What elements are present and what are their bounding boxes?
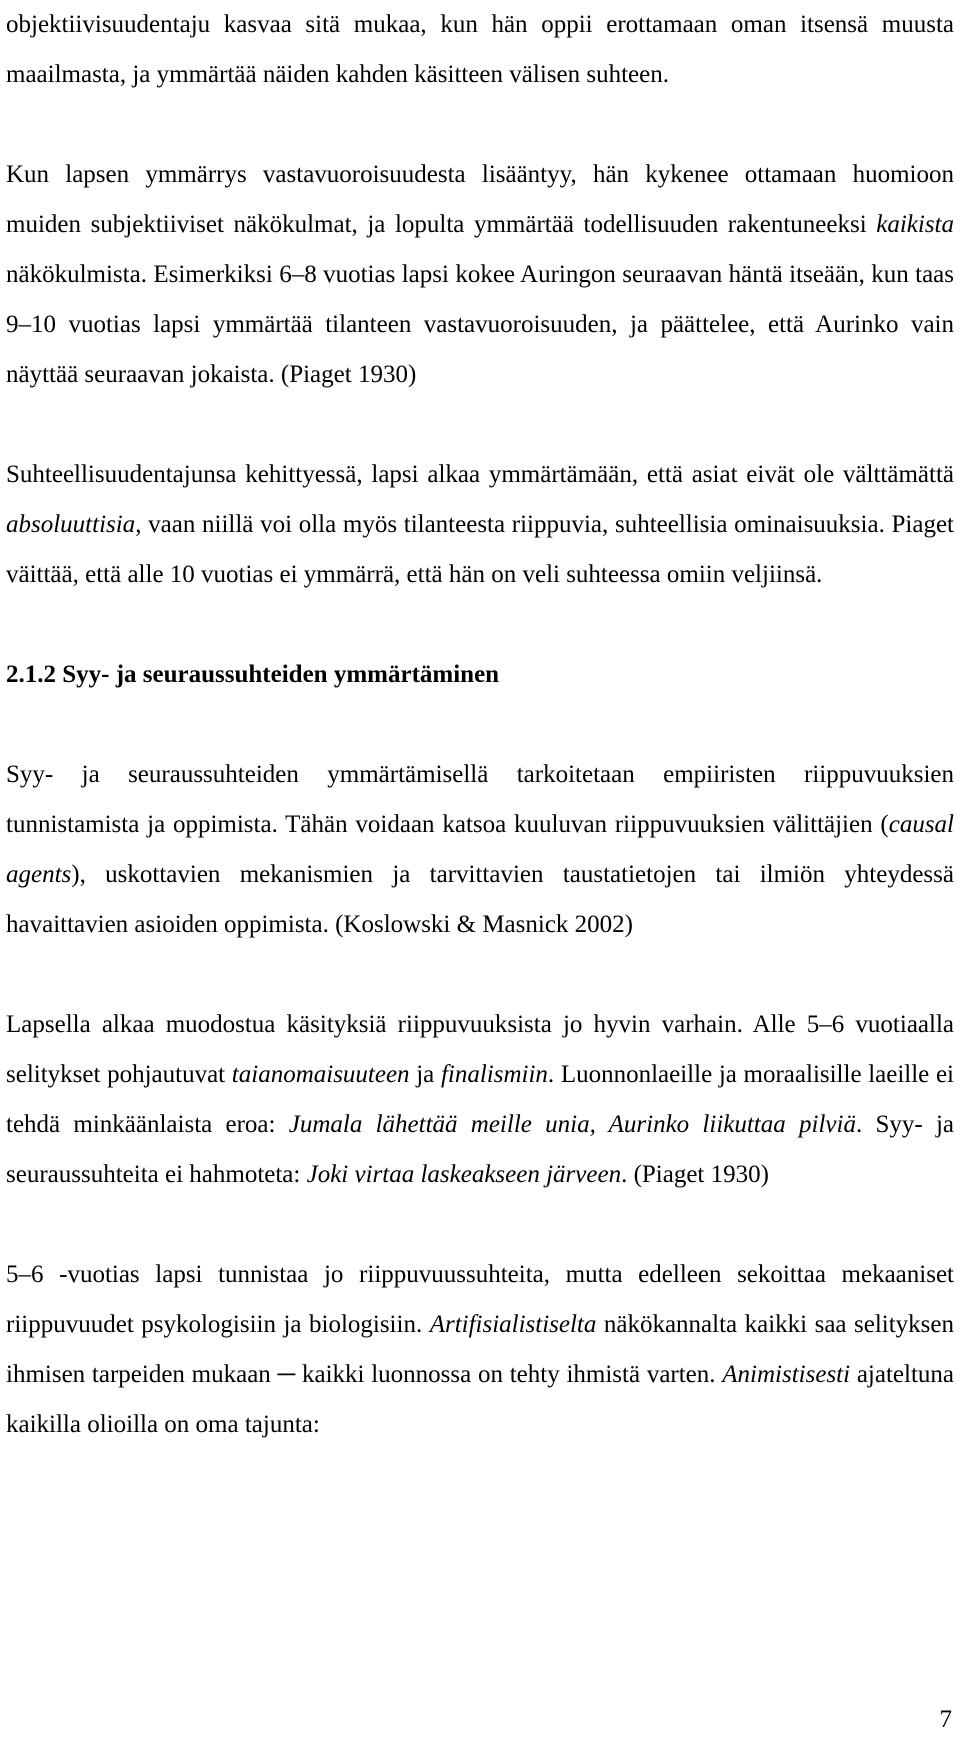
paragraph-5 bbox=[6, 1000, 954, 1200]
page-number: 7 bbox=[939, 1706, 952, 1733]
italic-text: finalismiin bbox=[440, 1061, 548, 1088]
document-page bbox=[6, 0, 954, 1450]
text-run: näkökulmista. Esimerkiksi 6–8 vuotias lapsi kokee Auringon seuraavan häntä itseään, kun taas 9–10 vuotias lapsi ymmärtää tilanteen vastavuoroisuuden, ja päättelee, että Aurinko vain näyttää seuraavan jokaista. (Piaget 1930) bbox=[6, 261, 954, 388]
italic-text: Jumala lähettää meille unia, Aurinko liikuttaa pilviä bbox=[288, 1111, 856, 1138]
section-heading: 2.1.2 Syy- ja seuraussuhteiden ymmärtäminen bbox=[6, 661, 500, 688]
text-run: ), uskottavien mekanismien ja tarvittavien taustatietojen tai ilmiön yhteydessä havaittavien asioiden oppimista. (Koslowski & Masnick 2002) bbox=[6, 861, 954, 938]
text-run: . Luonnonlaeille ja moraalisille laeille ei tehdä minkäänlaista eroa: bbox=[6, 1061, 954, 1138]
paragraph-1 bbox=[6, 0, 954, 100]
text-run: 5–6 -vuotias lapsi tunnistaa jo riippuvuussuhteita, mutta edelleen sekoittaa mekaaniset riippuvuudet psykologisiin ja biologisiin. bbox=[6, 1261, 954, 1338]
text-run: objektiivisuudentaju kasvaa sitä mukaa, kun hän oppii erottamaan oman itsensä muusta maailmasta, ja ymmärtää näiden kahden käsitteen välisen suhteen. bbox=[6, 11, 954, 88]
text-run: näkökannalta kaikki saa selityksen ihmisen tarpeiden mukaan ─ kaikki luonnossa on tehty ihmistä varten. bbox=[6, 1311, 954, 1388]
text-run: ajateltuna kaikilla olioilla on oma tajunta: bbox=[6, 1361, 954, 1438]
italic-text: absoluuttisia bbox=[6, 511, 136, 538]
text-run: Kun lapsen ymmärrys vastavuoroisuudesta lisääntyy, hän kykenee ottamaan huomioon muiden subjektiiviset näkökulmat, ja lopulta ymmärtää todellisuuden rakentuneeksi bbox=[6, 161, 954, 238]
italic-text: Artifisialistiselta bbox=[429, 1311, 597, 1338]
italic-text: taianomaisuuteen bbox=[231, 1061, 410, 1088]
text-run: Syy- ja seuraussuhteiden ymmärtämisellä tarkoitetaan empiiristen riippuvuuksien tunnistamista ja oppimista. Tähän voidaan katsoa kuuluvan riippuvuuksien välittäjien ( bbox=[6, 761, 954, 838]
text-run: , vaan niillä voi olla myös tilanteesta riippuvia, suhteellisia ominaisuuksia. Piaget väittää, että alle 10 vuotias ei ymmärrä, että hän on veli suhteessa omiin veljiinsä. bbox=[6, 511, 954, 588]
paragraph-2 bbox=[6, 150, 954, 400]
paragraph-3 bbox=[6, 450, 954, 600]
italic-text: causal agents bbox=[6, 811, 954, 888]
text-run: Suhteellisuudentajunsa kehittyessä, lapsi alkaa ymmärtämään, että asiat eivät ole välttämättä bbox=[6, 461, 954, 488]
italic-text: Animistisesti bbox=[722, 1361, 851, 1388]
paragraph-4 bbox=[6, 750, 954, 950]
italic-text: kaikista bbox=[876, 211, 954, 238]
paragraph-6 bbox=[6, 1250, 954, 1450]
italic-text: Joki virtaa laskeakseen järveen bbox=[306, 1161, 622, 1188]
text-run: . Syy- ja seuraussuhteita ei hahmoteta: bbox=[6, 1111, 954, 1188]
text-run: ja bbox=[409, 1061, 441, 1088]
text-run: . (Piaget 1930) bbox=[621, 1161, 769, 1188]
text-run: Lapsella alkaa muodostua käsityksiä riippuvuuksista jo hyvin varhain. Alle 5–6 vuotiaalla selitykset pohjautuvat bbox=[6, 1011, 954, 1088]
